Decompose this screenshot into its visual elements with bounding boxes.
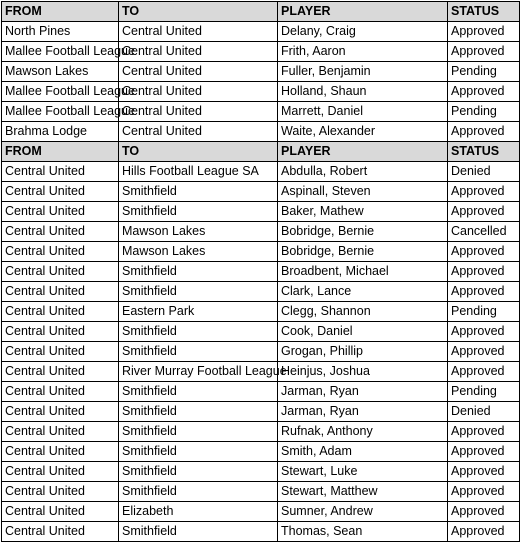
cell-from[interactable]: Central United	[2, 162, 119, 182]
cell-from[interactable]: Central United	[2, 442, 119, 462]
cell-status[interactable]: Approved	[448, 202, 520, 222]
cell-status[interactable]: Approved	[448, 262, 520, 282]
table-row	[2, 202, 520, 222]
cell-status[interactable]: Denied	[448, 402, 520, 422]
table-row	[2, 482, 520, 502]
table-row	[2, 262, 520, 282]
cell-to[interactable]: Central United	[119, 122, 278, 142]
cell-to[interactable]: Smithfield	[119, 522, 278, 542]
cell-player[interactable]: Marrett, Daniel	[278, 102, 448, 122]
cell-player[interactable]: Grogan, Phillip	[278, 342, 448, 362]
cell-to[interactable]: Smithfield	[119, 282, 278, 302]
table-row	[2, 182, 520, 202]
cell-to[interactable]: Smithfield	[119, 182, 278, 202]
cell-status[interactable]: Approved	[448, 362, 520, 382]
cell-from[interactable]: Central United	[2, 482, 119, 502]
cell-from[interactable]: Mallee Football League	[2, 102, 119, 122]
column-header-status: STATUS	[448, 142, 520, 162]
table-row	[2, 222, 520, 242]
cell-from[interactable]: Central United	[2, 402, 119, 422]
cell-status[interactable]: Approved	[448, 482, 520, 502]
cell-player[interactable]: Holland, Shaun	[278, 82, 448, 102]
table-row	[2, 402, 520, 422]
cell-to[interactable]: Central United	[119, 22, 278, 42]
cell-from[interactable]: North Pines	[2, 22, 119, 42]
column-header-status: STATUS	[448, 2, 520, 22]
column-header-to: TO	[119, 2, 278, 22]
cell-player[interactable]: Stewart, Matthew	[278, 482, 448, 502]
cell-to[interactable]: Smithfield	[119, 442, 278, 462]
cell-player[interactable]: Abdulla, Robert	[278, 162, 448, 182]
table-row	[2, 282, 520, 302]
table-row	[2, 362, 520, 382]
cell-status[interactable]: Approved	[448, 22, 520, 42]
cell-status[interactable]: Denied	[448, 162, 520, 182]
cell-from[interactable]: Central United	[2, 182, 119, 202]
table-row	[2, 162, 520, 182]
table-header-row	[2, 142, 520, 162]
cell-player[interactable]: Heinjus, Joshua	[278, 362, 448, 382]
cell-status[interactable]: Approved	[448, 502, 520, 522]
cell-from[interactable]: Central United	[2, 522, 119, 542]
cell-to[interactable]: Smithfield	[119, 262, 278, 282]
table-row	[2, 442, 520, 462]
cell-player[interactable]: Delany, Craig	[278, 22, 448, 42]
cell-from[interactable]: Mawson Lakes	[2, 62, 119, 82]
cell-status[interactable]: Approved	[448, 442, 520, 462]
cell-from[interactable]: Central United	[2, 302, 119, 322]
cell-player[interactable]: Frith, Aaron	[278, 42, 448, 62]
cell-player[interactable]: Rufnak, Anthony	[278, 422, 448, 442]
column-header-player: PLAYER	[278, 142, 448, 162]
table-row	[2, 322, 520, 342]
cell-to[interactable]: Central United	[119, 82, 278, 102]
cell-player[interactable]: Bobridge, Bernie	[278, 242, 448, 262]
table-row	[2, 302, 520, 322]
cell-player[interactable]: Stewart, Luke	[278, 462, 448, 482]
cell-status[interactable]: Approved	[448, 242, 520, 262]
cell-to[interactable]: Smithfield	[119, 402, 278, 422]
column-header-to: TO	[119, 142, 278, 162]
cell-status[interactable]: Approved	[448, 122, 520, 142]
cell-to[interactable]: River Murray Football League	[119, 362, 278, 382]
cell-player[interactable]: Thomas, Sean	[278, 522, 448, 542]
cell-status[interactable]: Approved	[448, 182, 520, 202]
cell-from[interactable]: Central United	[2, 262, 119, 282]
cell-player[interactable]: Waite, Alexander	[278, 122, 448, 142]
cell-from[interactable]: Central United	[2, 362, 119, 382]
cell-status[interactable]: Approved	[448, 522, 520, 542]
cell-status[interactable]: Approved	[448, 422, 520, 442]
cell-from[interactable]: Mallee Football League	[2, 82, 119, 102]
cell-from[interactable]: Central United	[2, 382, 119, 402]
cell-from[interactable]: Central United	[2, 422, 119, 442]
cell-from[interactable]: Central United	[2, 242, 119, 262]
cell-to[interactable]: Smithfield	[119, 462, 278, 482]
cell-player[interactable]: Jarman, Ryan	[278, 402, 448, 422]
cell-player[interactable]: Broadbent, Michael	[278, 262, 448, 282]
cell-from[interactable]: Central United	[2, 502, 119, 522]
cell-player[interactable]: Jarman, Ryan	[278, 382, 448, 402]
table-row	[2, 102, 520, 122]
cell-status[interactable]: Pending	[448, 382, 520, 402]
transfer-table	[1, 1, 520, 542]
cell-to[interactable]: Smithfield	[119, 382, 278, 402]
cell-status[interactable]: Pending	[448, 302, 520, 322]
cell-to[interactable]: Central United	[119, 102, 278, 122]
cell-to[interactable]: Eastern Park	[119, 302, 278, 322]
table-row	[2, 122, 520, 142]
cell-player[interactable]: Baker, Mathew	[278, 202, 448, 222]
cell-to[interactable]: Central United	[119, 42, 278, 62]
cell-to[interactable]: Central United	[119, 62, 278, 82]
cell-status[interactable]: Pending	[448, 102, 520, 122]
cell-status[interactable]: Approved	[448, 42, 520, 62]
cell-player[interactable]: Smith, Adam	[278, 442, 448, 462]
cell-from[interactable]: Central United	[2, 202, 119, 222]
table-row	[2, 462, 520, 482]
column-header-from: FROM	[2, 142, 119, 162]
table-row	[2, 522, 520, 542]
table-row	[2, 22, 520, 42]
cell-to[interactable]: Smithfield	[119, 422, 278, 442]
cell-status[interactable]: Approved	[448, 342, 520, 362]
cell-from[interactable]: Central United	[2, 462, 119, 482]
table-row	[2, 422, 520, 442]
cell-status[interactable]: Cancelled	[448, 222, 520, 242]
cell-to[interactable]: Smithfield	[119, 202, 278, 222]
table-header-row	[2, 2, 520, 22]
cell-from[interactable]: Central United	[2, 342, 119, 362]
cell-status[interactable]: Approved	[448, 322, 520, 342]
cell-player[interactable]: Sumner, Andrew	[278, 502, 448, 522]
cell-player[interactable]: Clegg, Shannon	[278, 302, 448, 322]
cell-player[interactable]: Bobridge, Bernie	[278, 222, 448, 242]
cell-status[interactable]: Approved	[448, 282, 520, 302]
cell-from[interactable]: Brahma Lodge	[2, 122, 119, 142]
cell-to[interactable]: Mawson Lakes	[119, 242, 278, 262]
cell-to[interactable]: Hills Football League SA	[119, 162, 278, 182]
table-row	[2, 502, 520, 522]
cell-from[interactable]: Central United	[2, 222, 119, 242]
cell-to[interactable]: Smithfield	[119, 482, 278, 502]
table-row	[2, 382, 520, 402]
cell-from[interactable]: Central United	[2, 322, 119, 342]
cell-from[interactable]: Central United	[2, 282, 119, 302]
table-row	[2, 342, 520, 362]
cell-status[interactable]: Pending	[448, 62, 520, 82]
cell-status[interactable]: Approved	[448, 82, 520, 102]
cell-to[interactable]: Elizabeth	[119, 502, 278, 522]
cell-from[interactable]: Mallee Football League	[2, 42, 119, 62]
table-row	[2, 82, 520, 102]
column-header-player: PLAYER	[278, 2, 448, 22]
cell-to[interactable]: Smithfield	[119, 322, 278, 342]
transfer-table-body	[2, 2, 520, 542]
cell-status[interactable]: Approved	[448, 462, 520, 482]
table-row	[2, 42, 520, 62]
cell-player[interactable]: Fuller, Benjamin	[278, 62, 448, 82]
table-row	[2, 242, 520, 262]
column-header-from: FROM	[2, 2, 119, 22]
cell-to[interactable]: Smithfield	[119, 342, 278, 362]
cell-player[interactable]: Cook, Daniel	[278, 322, 448, 342]
table-row	[2, 62, 520, 82]
cell-to[interactable]: Mawson Lakes	[119, 222, 278, 242]
cell-player[interactable]: Clark, Lance	[278, 282, 448, 302]
cell-player[interactable]: Aspinall, Steven	[278, 182, 448, 202]
